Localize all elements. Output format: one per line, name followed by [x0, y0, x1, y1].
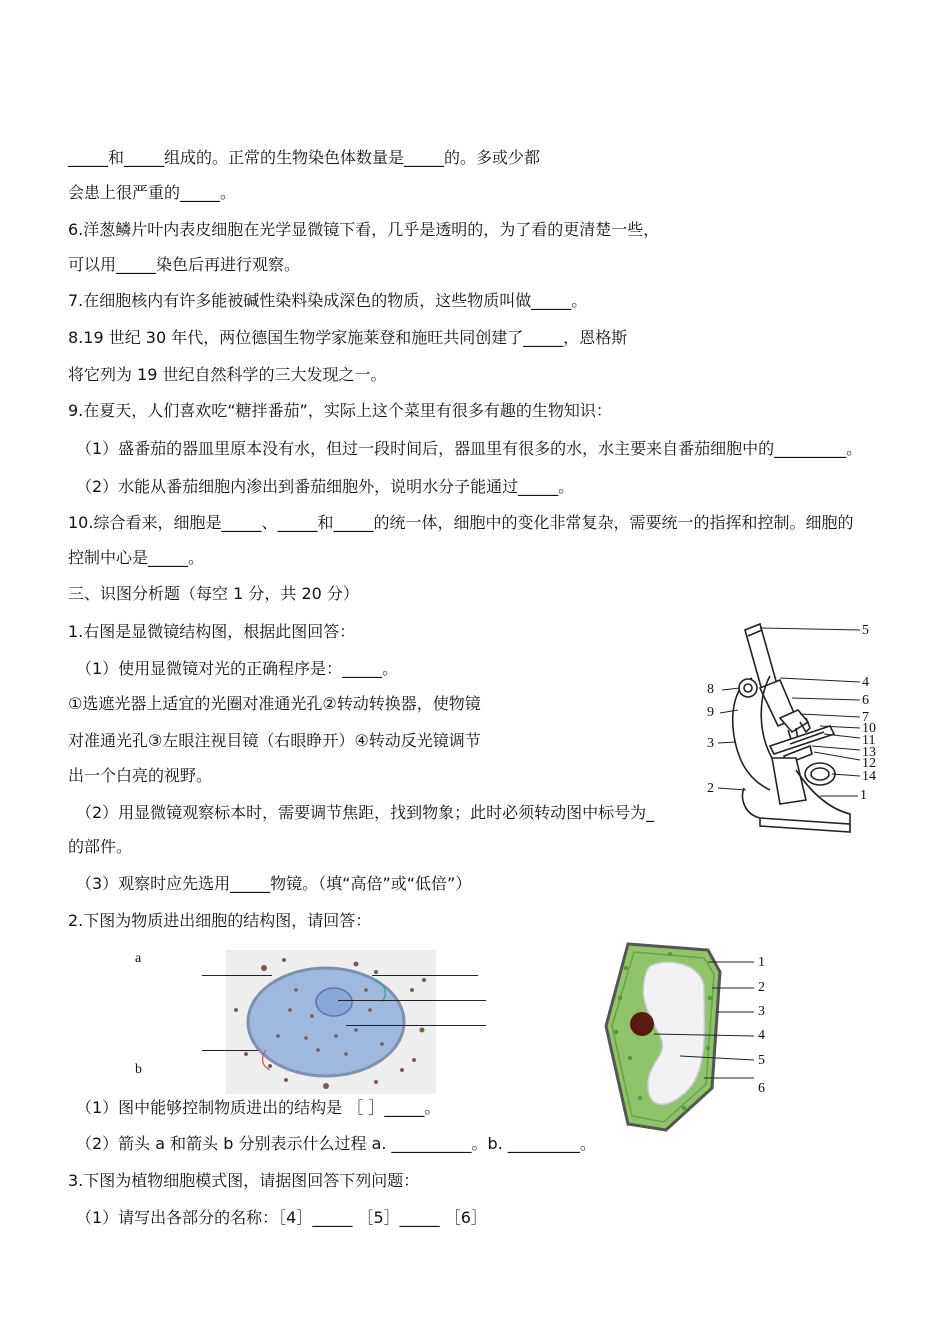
text-line: 将它列为 19 世纪自然科学的三大发现之一。 [68, 365, 387, 384]
question-9: 9.在夏天，人们喜欢吃“糖拌番茄”，实际上这个菜里有很多有趣的生物知识： [68, 401, 612, 420]
microscope-label: 6 [862, 693, 869, 708]
pointer-line [338, 1000, 486, 1001]
microscope-label: 7 [862, 710, 869, 725]
plant-cell-label: 3 [758, 1004, 765, 1019]
microscope-label: 5 [862, 623, 869, 638]
plant-cell-label: 2 [758, 980, 765, 995]
text-line: 对准通光孔③左眼注视目镜（右眼睁开）④转动反光镜调节 [68, 731, 481, 750]
question-9-2: （2）水能从番茄细胞内渗出到番茄细胞外，说明水分子能通过_____。 [76, 477, 575, 496]
arrow-label-b: b [135, 1062, 142, 1077]
pointer-line [372, 975, 478, 976]
text-line: ①选遮光器上适宜的光圈对准通光孔②转动转换器，使物镜 [68, 694, 481, 713]
microscope-label: 2 [707, 781, 714, 796]
microscope-label: 8 [707, 682, 714, 697]
microscope-label: 13 [862, 745, 876, 760]
question-2-2: （2）箭头 a 和箭头 b 分别表示什么过程 a. __________。b. _________。 [76, 1134, 596, 1153]
question-1-3: （3）观察时应先选用_____物镜。（填“高倍”或“低倍”） [76, 874, 472, 893]
question-8: 8.19 世纪 30 年代，两位德国生物学家施莱登和施旺共同创建了_____，恩格斯 [68, 328, 628, 347]
microscope-label: 12 [862, 756, 876, 771]
question-2: 2.下图为物质进出细胞的结构图，请回答： [68, 911, 372, 930]
question-2-1: （1）图中能够控制物质进出的结构是 ［ ］_____。 [76, 1098, 441, 1117]
microscope-label: 9 [707, 705, 714, 720]
question-1-1: （1）使用显微镜对光的正确程序是：_____。 [76, 659, 399, 678]
question-3: 3.下图为植物细胞模式图，请据图回答下列问题： [68, 1171, 420, 1190]
text-line: _____和_____组成的。正常的生物染色体数量是_____的。多或少都 [68, 148, 541, 167]
plant-cell-label: 4 [758, 1028, 765, 1043]
arrow-label-a: a [135, 951, 142, 966]
microscope-label: 11 [862, 733, 876, 748]
plant-cell-label: 6 [758, 1081, 765, 1096]
plant-cell-diagram [600, 938, 780, 1138]
question-7: 7.在细胞核内有许多能被碱性染料染成深色的物质，这些物质叫做_____。 [68, 291, 588, 310]
text-line: 控制中心是_____。 [68, 548, 205, 567]
cell-transport-diagram [226, 950, 436, 1094]
text-line: 会患上很严重的_____。 [68, 183, 237, 202]
microscope-label: 4 [862, 675, 869, 690]
microscope-label: 3 [707, 736, 714, 751]
question-3-1: （1）请写出各部分的名称：［4］_____ ［5］_____ ［6］ [76, 1208, 487, 1227]
question-10: 10.综合看来，细胞是_____、_____和_____的统一体，细胞中的变化非常复杂，需要统一的指挥和控制。细胞的 [68, 513, 854, 532]
text-line: 的部件。 [68, 837, 133, 856]
question-6: 6.洋葱鳞片叶内表皮细胞在光学显微镜下看，几乎是透明的，为了看的更清楚一些， [68, 220, 660, 239]
text-line: 出一个白亮的视野。 [68, 766, 213, 785]
section-title: 三、识图分析题（每空 1 分，共 20 分） [68, 584, 359, 603]
plant-cell-label: 1 [758, 955, 765, 970]
plant-cell-label: 5 [758, 1053, 765, 1068]
question-1: 1.右图是显微镜结构图，根据此图回答： [68, 622, 356, 641]
question-1-2: （2）用显微镜观察标本时，需要调节焦距，找到物象；此时必须转动图中标号为_ [76, 803, 655, 822]
question-9-1: （1）盛番茄的器皿里原本没有水，但过一段时间后，器皿里有很多的水，水主要来自番茄细胞中的_________。 [76, 439, 863, 458]
pointer-line [202, 1050, 258, 1051]
pointer-line [202, 975, 272, 976]
microscope-label: 1 [860, 788, 867, 803]
text-line: 可以用_____染色后再进行观察。 [68, 255, 301, 274]
microscope-label: 14 [862, 769, 876, 784]
microscope-label: 10 [862, 721, 876, 736]
pointer-line [346, 1025, 486, 1026]
